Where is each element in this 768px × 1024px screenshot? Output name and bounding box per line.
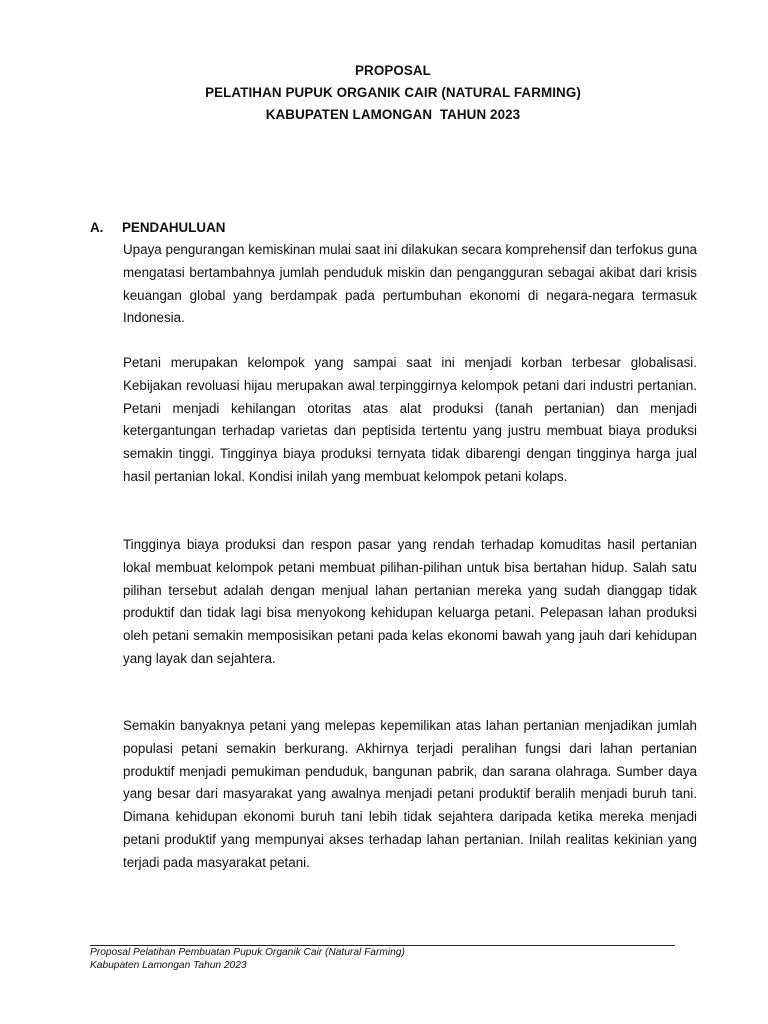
title-line-proposal: PROPOSAL	[355, 63, 431, 78]
page-footer	[90, 947, 405, 972]
footer-divider	[90, 945, 675, 946]
document-title	[0, 60, 768, 126]
paragraph-text: Tingginya biaya produksi dan respon pasar yang rendah terhadap komuditas hasil pertanian lokal membuat kelompok petani membuat pilihan-pilihan untuk bisa bertahan hidup. Salah satu pilihan tersebut adalah dengan menjual lahan pertanian mereka yang sudah dianggap tidak produktif dan tidak lagi bisa menyokong kehidupan keluarga petani. Pelepasan lahan produksi oleh petani semakin memposisikan petani pada kelas ekonomi bawah yang jauh dari kehidupan yang layak dan sejahtera.	[123, 537, 697, 666]
section-title: PENDAHULUAN	[122, 220, 226, 235]
paragraph	[123, 239, 697, 330]
paragraph-text: Upaya pengurangan kemiskinan mulai saat ini dilakukan secara komprehensif dan terfokus guna mengatasi bertambahnya jumlah penduduk miskin dan pengangguran sebagai akibat dari krisis keuangan global yang berdampak pada pertumbuhan ekonomi di negara-negara termasuk Indonesia.	[123, 242, 697, 326]
section-heading	[90, 218, 225, 238]
footer-line-title: Proposal Pelatihan Pembuatan Pupuk Organik Cair (Natural Farming)	[90, 947, 405, 958]
paragraph-text: Petani merupakan kelompok yang sampai saat ini menjadi korban terbesar globalisasi. Kebijakan revoluasi hijau merupakan awal terpinggirnya kelompok petani dari industri pertanian. Petani menjadi kehilangan otoritas atas alat produksi (tanah pertanian) dan menjadi ketergantungan terhadap varietas dan peptisida tertentu yang justru membuat biaya produksi semakin tinggi. Tingginya biaya produksi ternyata tidak dibarengi dengan tingginya harga jual hasil pertanian lokal. Kondisi inilah yang membuat kelompok petani kolaps.	[123, 355, 697, 484]
title-line-location-year: KABUPATEN LAMONGAN TAHUN 2023	[265, 107, 521, 122]
paragraph	[123, 534, 697, 671]
paragraph-text: Semakin banyaknya petani yang melepas kepemilikan atas lahan pertanian menjadikan jumlah populasi petani semakin berkurang. Akhirnya terjadi peralihan fungsi dari lahan pertanian produktif menjadi pemukiman penduduk, bangunan pabrik, dan sarana olahraga. Sumber daya yang besar dari masyarakat yang awalnya menjadi petani produktif beralih menjadi buruh tani. Dimana kehidupan ekonomi buruh tani lebih tidak sejahtera daripada ketika mereka menjadi petani produktif yang mempunyai akses terhadap lahan pertanian. Inilah realitas kekinian yang terjadi pada masyarakat petani.	[123, 718, 697, 870]
footer-line-location: Kabupaten Lamongan Tahun 2023	[90, 959, 247, 971]
title-line-subject: PELATIHAN PUPUK ORGANIK CAIR (NATURAL FARMING)	[205, 85, 581, 100]
section-letter: A.	[90, 220, 104, 235]
paragraph	[123, 352, 697, 489]
paragraph	[123, 715, 697, 875]
